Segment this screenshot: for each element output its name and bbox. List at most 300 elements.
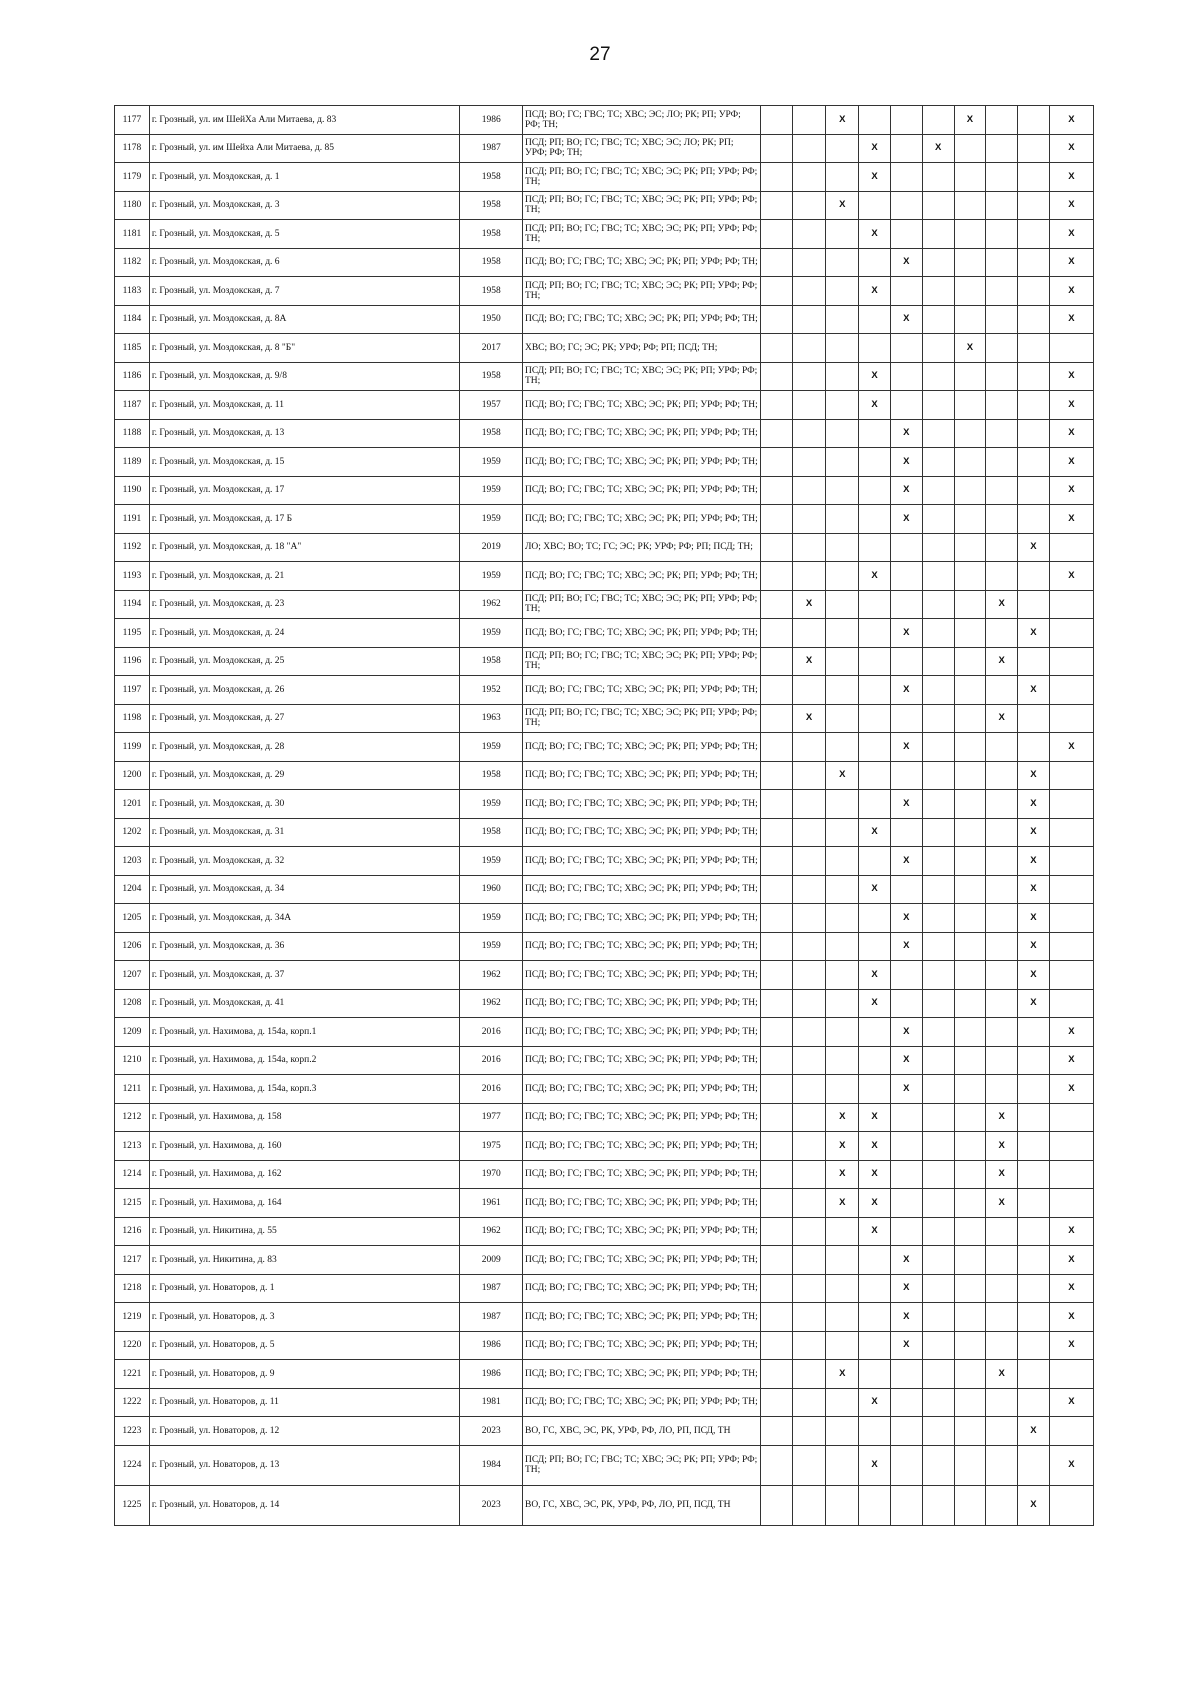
schedule-mark-cell	[792, 1189, 826, 1218]
schedule-mark-cell	[859, 619, 891, 648]
year-cell: 1958	[460, 277, 523, 306]
year-cell: 1959	[460, 932, 523, 961]
table-row	[115, 448, 1094, 477]
schedule-mark-cell: X	[1049, 106, 1093, 135]
year-cell: 1960	[460, 875, 523, 904]
schedule-mark-cell	[826, 790, 859, 819]
schedule-mark-cell	[954, 248, 986, 277]
schedule-mark-cell: X	[1049, 476, 1093, 505]
table-row	[115, 790, 1094, 819]
schedule-mark-cell	[890, 1445, 922, 1485]
schedule-mark-cell	[954, 961, 986, 990]
schedule-mark-cell: X	[890, 248, 922, 277]
schedule-mark-cell	[792, 505, 826, 534]
works-list-cell: ПСД; ВО; ГС; ГВС; ТС; ХВС; ЭС; РК; РП; УРФ; РФ; ТН;	[522, 1018, 760, 1047]
schedule-mark-cell	[890, 1388, 922, 1417]
schedule-mark-cell	[890, 818, 922, 847]
schedule-mark-cell: X	[1049, 562, 1093, 591]
works-list-cell: ПСД; ВО; ГС; ГВС; ТС; ХВС; ЭС; РК; РП; УРФ; РФ; ТН;	[522, 1303, 760, 1332]
schedule-mark-cell: X	[1018, 932, 1050, 961]
schedule-mark-cell	[760, 191, 792, 220]
schedule-mark-cell	[922, 875, 954, 904]
year-cell: 1962	[460, 1217, 523, 1246]
works-list-cell: ПСД; ВО; ГС; ГВС; ТС; ХВС; ЭС; РК; РП; УРФ; РФ; ТН;	[522, 961, 760, 990]
schedule-mark-cell	[826, 733, 859, 762]
address-cell: г. Грозный, ул. Моздокская, д. 36	[149, 932, 460, 961]
schedule-mark-cell	[1049, 790, 1093, 819]
schedule-mark-cell	[826, 562, 859, 591]
schedule-mark-cell	[954, 362, 986, 391]
works-list-cell: ПСД; РП; ВО; ГС; ГВС; ТС; ХВС; ЭС; РК; РП; УРФ; РФ; ТН;	[522, 277, 760, 306]
schedule-mark-cell: X	[792, 647, 826, 676]
works-list-cell: ПСД; ВО; ГС; ГВС; ТС; ХВС; ЭС; РК; РП; УРФ; РФ; ТН;	[522, 1132, 760, 1161]
schedule-mark-cell	[859, 1331, 891, 1360]
schedule-mark-cell	[1018, 106, 1050, 135]
address-cell: г. Грозный, ул. Моздокская, д. 18 "А"	[149, 533, 460, 562]
table-row	[115, 1445, 1094, 1485]
schedule-mark-cell: X	[859, 134, 891, 163]
year-cell: 1981	[460, 1388, 523, 1417]
schedule-mark-cell	[826, 277, 859, 306]
schedule-mark-cell: X	[859, 362, 891, 391]
schedule-mark-cell	[826, 932, 859, 961]
schedule-mark-cell: X	[1018, 989, 1050, 1018]
schedule-mark-cell	[760, 533, 792, 562]
schedule-mark-cell	[922, 1360, 954, 1389]
schedule-mark-cell	[1018, 1388, 1050, 1417]
schedule-mark-cell: X	[1049, 248, 1093, 277]
year-cell: 1958	[460, 362, 523, 391]
row-number-cell: 1182	[115, 248, 150, 277]
schedule-mark-cell	[1018, 1360, 1050, 1389]
schedule-mark-cell	[890, 220, 922, 249]
schedule-mark-cell: X	[859, 961, 891, 990]
schedule-mark-cell	[954, 1189, 986, 1218]
schedule-mark-cell	[954, 1274, 986, 1303]
schedule-mark-cell	[859, 1303, 891, 1332]
schedule-mark-cell	[826, 590, 859, 619]
schedule-mark-cell	[986, 989, 1018, 1018]
schedule-mark-cell	[922, 163, 954, 192]
schedule-mark-cell	[792, 163, 826, 192]
schedule-mark-cell: X	[859, 1103, 891, 1132]
table-row	[115, 1018, 1094, 1047]
schedule-mark-cell	[792, 961, 826, 990]
schedule-mark-cell	[826, 676, 859, 705]
works-list-cell: ПСД; ВО; ГС; ГВС; ТС; ХВС; ЭС; РК; РП; УРФ; РФ; ТН;	[522, 391, 760, 420]
schedule-mark-cell	[922, 1445, 954, 1485]
schedule-mark-cell	[986, 904, 1018, 933]
schedule-mark-cell	[792, 989, 826, 1018]
schedule-mark-cell	[760, 647, 792, 676]
schedule-mark-cell: X	[1049, 1445, 1093, 1485]
schedule-mark-cell	[792, 362, 826, 391]
address-cell: г. Грозный, ул. Новаторов, д. 12	[149, 1417, 460, 1446]
works-list-cell: ПСД; ВО; ГС; ГВС; ТС; ХВС; ЭС; РК; РП; УРФ; РФ; ТН;	[522, 904, 760, 933]
schedule-mark-cell	[1018, 248, 1050, 277]
table-row	[115, 989, 1094, 1018]
schedule-mark-cell	[859, 448, 891, 477]
row-number-cell: 1185	[115, 334, 150, 363]
table-body	[115, 106, 1094, 1526]
schedule-mark-cell: X	[826, 1132, 859, 1161]
schedule-mark-cell: X	[859, 391, 891, 420]
table-row	[115, 733, 1094, 762]
works-list-cell: ВО, ГС, ХВС, ЭС, РК, УРФ, РФ, ЛО, РП, ПСД, ТН	[522, 1417, 760, 1446]
schedule-mark-cell	[986, 1075, 1018, 1104]
schedule-mark-cell	[890, 334, 922, 363]
table-row	[115, 1075, 1094, 1104]
address-cell: г. Грозный, ул. Моздокская, д. 25	[149, 647, 460, 676]
schedule-mark-cell	[1018, 220, 1050, 249]
works-list-cell: ПСД; РП; ВО; ГС; ГВС; ТС; ХВС; ЭС; РК; РП; УРФ; РФ; ТН;	[522, 220, 760, 249]
schedule-mark-cell: X	[859, 1189, 891, 1218]
schedule-mark-cell	[1049, 1417, 1093, 1446]
address-cell: г. Грозный, ул. Моздокская, д. 13	[149, 419, 460, 448]
table-row	[115, 419, 1094, 448]
schedule-mark-cell	[792, 1018, 826, 1047]
table-row	[115, 904, 1094, 933]
table-row	[115, 362, 1094, 391]
schedule-mark-cell	[792, 1246, 826, 1275]
schedule-mark-cell	[826, 1075, 859, 1104]
schedule-mark-cell	[922, 191, 954, 220]
schedule-mark-cell	[890, 1485, 922, 1525]
schedule-mark-cell	[1049, 932, 1093, 961]
schedule-mark-cell	[760, 277, 792, 306]
table-row	[115, 1046, 1094, 1075]
schedule-mark-cell	[922, 1046, 954, 1075]
schedule-mark-cell	[760, 790, 792, 819]
schedule-mark-cell	[986, 1246, 1018, 1275]
schedule-mark-cell	[986, 191, 1018, 220]
schedule-mark-cell	[922, 733, 954, 762]
schedule-mark-cell	[826, 818, 859, 847]
schedule-mark-cell	[792, 277, 826, 306]
schedule-mark-cell: X	[826, 1103, 859, 1132]
address-cell: г. Грозный, ул. Новаторов, д. 13	[149, 1445, 460, 1485]
schedule-mark-cell	[890, 761, 922, 790]
schedule-mark-cell	[986, 676, 1018, 705]
schedule-mark-cell	[954, 733, 986, 762]
schedule-mark-cell	[760, 847, 792, 876]
address-cell: г. Грозный, ул. Моздокская, д. 26	[149, 676, 460, 705]
schedule-mark-cell	[890, 1360, 922, 1389]
address-cell: г. Грозный, ул. Моздокская, д. 5	[149, 220, 460, 249]
schedule-mark-cell	[826, 1018, 859, 1047]
schedule-mark-cell	[792, 1417, 826, 1446]
schedule-mark-cell	[922, 505, 954, 534]
schedule-mark-cell: X	[890, 847, 922, 876]
schedule-mark-cell	[922, 448, 954, 477]
schedule-mark-cell	[859, 761, 891, 790]
schedule-mark-cell	[792, 1132, 826, 1161]
table-row	[115, 932, 1094, 961]
schedule-mark-cell	[1049, 818, 1093, 847]
schedule-mark-cell	[922, 904, 954, 933]
schedule-mark-cell	[1049, 1485, 1093, 1525]
schedule-mark-cell	[986, 1485, 1018, 1525]
schedule-mark-cell	[826, 419, 859, 448]
schedule-mark-cell	[954, 1417, 986, 1446]
schedule-mark-cell	[986, 1331, 1018, 1360]
schedule-mark-cell	[922, 790, 954, 819]
schedule-mark-cell	[1018, 704, 1050, 733]
row-number-cell: 1180	[115, 191, 150, 220]
table-row	[115, 1160, 1094, 1189]
schedule-mark-cell	[1049, 961, 1093, 990]
schedule-mark-cell	[792, 619, 826, 648]
row-number-cell: 1224	[115, 1445, 150, 1485]
schedule-mark-cell: X	[890, 676, 922, 705]
schedule-mark-cell	[1049, 590, 1093, 619]
schedule-mark-cell	[954, 704, 986, 733]
schedule-mark-cell	[890, 562, 922, 591]
schedule-mark-cell	[922, 647, 954, 676]
schedule-mark-cell	[986, 305, 1018, 334]
schedule-mark-cell	[954, 676, 986, 705]
schedule-mark-cell	[826, 305, 859, 334]
address-cell: г. Грозный, ул. Никитина, д. 83	[149, 1246, 460, 1275]
schedule-mark-cell	[760, 248, 792, 277]
schedule-mark-cell	[922, 1274, 954, 1303]
year-cell: 1959	[460, 790, 523, 819]
schedule-mark-cell	[1018, 163, 1050, 192]
schedule-mark-cell: X	[1049, 1075, 1093, 1104]
address-cell: г. Грозный, ул. Моздокская, д. 34	[149, 875, 460, 904]
schedule-mark-cell	[760, 1075, 792, 1104]
works-list-cell: ПСД; РП; ВО; ГС; ГВС; ТС; ХВС; ЭС; РК; РП; УРФ; РФ; ТН;	[522, 163, 760, 192]
schedule-mark-cell: X	[1049, 191, 1093, 220]
works-list-cell: ПСД; РП; ВО; ГС; ГВС; ТС; ХВС; ЭС; РК; РП; УРФ; РФ; ТН;	[522, 647, 760, 676]
schedule-mark-cell	[826, 1485, 859, 1525]
schedule-mark-cell	[986, 1046, 1018, 1075]
works-list-cell: ПСД; ВО; ГС; ГВС; ТС; ХВС; ЭС; РК; РП; УРФ; РФ; ТН;	[522, 1160, 760, 1189]
address-cell: г. Грозный, ул. Моздокская, д. 8А	[149, 305, 460, 334]
schedule-mark-cell	[792, 1485, 826, 1525]
row-number-cell: 1200	[115, 761, 150, 790]
schedule-mark-cell	[859, 533, 891, 562]
year-cell: 1963	[460, 704, 523, 733]
schedule-mark-cell	[1018, 1132, 1050, 1161]
schedule-mark-cell	[954, 647, 986, 676]
schedule-mark-cell	[826, 1217, 859, 1246]
table-row	[115, 619, 1094, 648]
schedule-mark-cell	[760, 1485, 792, 1525]
table-row	[115, 1303, 1094, 1332]
schedule-mark-cell	[792, 1331, 826, 1360]
row-number-cell: 1188	[115, 419, 150, 448]
schedule-mark-cell	[890, 1217, 922, 1246]
address-cell: г. Грозный, ул. Нахимова, д. 160	[149, 1132, 460, 1161]
schedule-mark-cell	[760, 1103, 792, 1132]
schedule-mark-cell: X	[890, 1046, 922, 1075]
works-list-cell: ПСД; ВО; ГС; ГВС; ТС; ХВС; ЭС; РК; РП; УРФ; РФ; ТН;	[522, 932, 760, 961]
schedule-mark-cell: X	[1049, 1303, 1093, 1332]
year-cell: 1970	[460, 1160, 523, 1189]
schedule-mark-cell	[922, 334, 954, 363]
schedule-mark-cell	[859, 106, 891, 135]
schedule-mark-cell: X	[1018, 761, 1050, 790]
schedule-mark-cell	[986, 875, 1018, 904]
schedule-mark-cell	[826, 448, 859, 477]
schedule-mark-cell	[760, 1331, 792, 1360]
schedule-mark-cell	[954, 562, 986, 591]
schedule-mark-cell	[1018, 1160, 1050, 1189]
schedule-mark-cell	[760, 505, 792, 534]
works-list-cell: ПСД; ВО; ГС; ГВС; ТС; ХВС; ЭС; РК; РП; УРФ; РФ; ТН;	[522, 1331, 760, 1360]
schedule-mark-cell	[922, 818, 954, 847]
year-cell: 1959	[460, 562, 523, 591]
schedule-mark-cell	[1018, 1217, 1050, 1246]
schedule-mark-cell	[1018, 733, 1050, 762]
schedule-mark-cell	[890, 961, 922, 990]
schedule-mark-cell	[826, 248, 859, 277]
address-cell: г. Грозный, ул. Нахимова, д. 162	[149, 1160, 460, 1189]
schedule-mark-cell	[922, 590, 954, 619]
schedule-mark-cell	[760, 1160, 792, 1189]
year-cell: 1962	[460, 590, 523, 619]
schedule-mark-cell	[1018, 448, 1050, 477]
schedule-mark-cell	[792, 932, 826, 961]
year-cell: 1987	[460, 1303, 523, 1332]
year-cell: 1958	[460, 818, 523, 847]
schedule-mark-cell	[922, 1246, 954, 1275]
schedule-mark-cell	[760, 619, 792, 648]
address-cell: г. Грозный, ул. им Шейха Али Митаева, д. 85	[149, 134, 460, 163]
schedule-mark-cell: X	[1049, 305, 1093, 334]
table-row	[115, 818, 1094, 847]
schedule-mark-cell	[826, 847, 859, 876]
address-cell: г. Грозный, ул. Моздокская, д. 21	[149, 562, 460, 591]
schedule-mark-cell	[859, 932, 891, 961]
schedule-mark-cell	[792, 562, 826, 591]
schedule-mark-cell	[1018, 134, 1050, 163]
schedule-mark-cell: X	[859, 220, 891, 249]
works-list-cell: ПСД; ВО; ГС; ГВС; ТС; ХВС; ЭС; РК; РП; УРФ; РФ; ТН;	[522, 847, 760, 876]
schedule-mark-cell: X	[1018, 1417, 1050, 1446]
schedule-mark-cell	[1049, 904, 1093, 933]
schedule-mark-cell	[859, 1075, 891, 1104]
row-number-cell: 1197	[115, 676, 150, 705]
schedule-mark-cell	[792, 248, 826, 277]
works-list-cell: ПСД; ВО; ГС; ГВС; ТС; ХВС; ЭС; РК; РП; УРФ; РФ; ТН;	[522, 476, 760, 505]
schedule-mark-cell	[1018, 305, 1050, 334]
schedule-mark-cell	[792, 1303, 826, 1332]
schedule-mark-cell	[954, 476, 986, 505]
schedule-mark-cell: X	[890, 904, 922, 933]
schedule-mark-cell	[922, 1388, 954, 1417]
schedule-mark-cell	[792, 134, 826, 163]
schedule-mark-cell	[1018, 1046, 1050, 1075]
schedule-mark-cell	[826, 619, 859, 648]
schedule-mark-cell	[954, 391, 986, 420]
schedule-mark-cell	[859, 847, 891, 876]
works-list-cell: ПСД; ВО; ГС; ГВС; ТС; ХВС; ЭС; РК; РП; УРФ; РФ; ТН;	[522, 248, 760, 277]
year-cell: 1977	[460, 1103, 523, 1132]
schedule-mark-cell	[760, 134, 792, 163]
schedule-mark-cell	[954, 419, 986, 448]
schedule-mark-cell	[760, 1132, 792, 1161]
row-number-cell: 1191	[115, 505, 150, 534]
schedule-mark-cell	[922, 277, 954, 306]
schedule-mark-cell	[1018, 362, 1050, 391]
schedule-mark-cell	[760, 875, 792, 904]
schedule-mark-cell	[954, 1103, 986, 1132]
works-list-cell: ПСД; ВО; ГС; ГВС; ТС; ХВС; ЭС; РК; РП; УРФ; РФ; ТН;	[522, 1046, 760, 1075]
schedule-mark-cell	[890, 163, 922, 192]
year-cell: 1958	[460, 163, 523, 192]
schedule-mark-cell	[826, 134, 859, 163]
schedule-mark-cell	[859, 476, 891, 505]
year-cell: 2019	[460, 533, 523, 562]
schedule-mark-cell: X	[1049, 1217, 1093, 1246]
works-list-cell: ПСД; ВО; ГС; ГВС; ТС; ХВС; ЭС; РК; РП; УРФ; РФ; ТН;	[522, 448, 760, 477]
schedule-mark-cell	[986, 334, 1018, 363]
year-cell: 1959	[460, 847, 523, 876]
schedule-mark-cell	[986, 248, 1018, 277]
schedule-mark-cell	[760, 590, 792, 619]
schedule-mark-cell	[792, 733, 826, 762]
schedule-mark-cell	[792, 847, 826, 876]
schedule-mark-cell	[986, 448, 1018, 477]
schedule-mark-cell	[1018, 1018, 1050, 1047]
schedule-mark-cell	[1049, 1160, 1093, 1189]
schedule-mark-cell: X	[859, 1132, 891, 1161]
year-cell: 1958	[460, 248, 523, 277]
schedule-mark-cell	[1049, 847, 1093, 876]
year-cell: 2009	[460, 1246, 523, 1275]
schedule-mark-cell	[954, 1160, 986, 1189]
schedule-mark-cell	[826, 704, 859, 733]
address-cell: г. Грозный, ул. Моздокская, д. 8 "Б"	[149, 334, 460, 363]
schedule-mark-cell: X	[1018, 790, 1050, 819]
works-list-cell: ПСД; РП; ВО; ГС; ГВС; ТС; ХВС; ЭС; РК; РП; УРФ; РФ; ТН;	[522, 362, 760, 391]
schedule-mark-cell	[1049, 1132, 1093, 1161]
year-cell: 1987	[460, 134, 523, 163]
table-row	[115, 533, 1094, 562]
schedule-mark-cell	[986, 1274, 1018, 1303]
year-cell: 1958	[460, 419, 523, 448]
row-number-cell: 1179	[115, 163, 150, 192]
row-number-cell: 1198	[115, 704, 150, 733]
works-list-cell: ПСД; ВО; ГС; ГВС; ТС; ХВС; ЭС; РК; РП; УРФ; РФ; ТН;	[522, 790, 760, 819]
schedule-mark-cell: X	[890, 305, 922, 334]
schedule-mark-cell: X	[859, 989, 891, 1018]
schedule-mark-cell	[859, 191, 891, 220]
schedule-mark-cell	[986, 362, 1018, 391]
row-number-cell: 1187	[115, 391, 150, 420]
schedule-mark-cell: X	[922, 134, 954, 163]
address-cell: г. Грозный, ул. Новаторов, д. 3	[149, 1303, 460, 1332]
schedule-mark-cell	[792, 790, 826, 819]
works-list-cell: ПСД; ВО; ГС; ГВС; ТС; ХВС; ЭС; РК; РП; УРФ; РФ; ТН;	[522, 761, 760, 790]
address-cell: г. Грозный, ул. Моздокская, д. 31	[149, 818, 460, 847]
works-list-cell: ПСД; РП; ВО; ГС; ГВС; ТС; ХВС; ЭС; ЛО; РК; РП; УРФ; РФ; ТН;	[522, 134, 760, 163]
address-cell: г. Грозный, ул. Моздокская, д. 17 Б	[149, 505, 460, 534]
schedule-mark-cell	[890, 362, 922, 391]
schedule-mark-cell	[890, 1160, 922, 1189]
schedule-mark-cell	[826, 505, 859, 534]
schedule-mark-cell	[922, 362, 954, 391]
schedule-mark-cell	[922, 847, 954, 876]
schedule-mark-cell	[859, 904, 891, 933]
table-row	[115, 562, 1094, 591]
schedule-mark-cell: X	[826, 1160, 859, 1189]
schedule-mark-cell	[760, 932, 792, 961]
works-list-cell: ПСД; ВО; ГС; ГВС; ТС; ХВС; ЭС; РК; РП; УРФ; РФ; ТН;	[522, 1360, 760, 1389]
address-cell: г. Грозный, ул. Моздокская, д. 24	[149, 619, 460, 648]
